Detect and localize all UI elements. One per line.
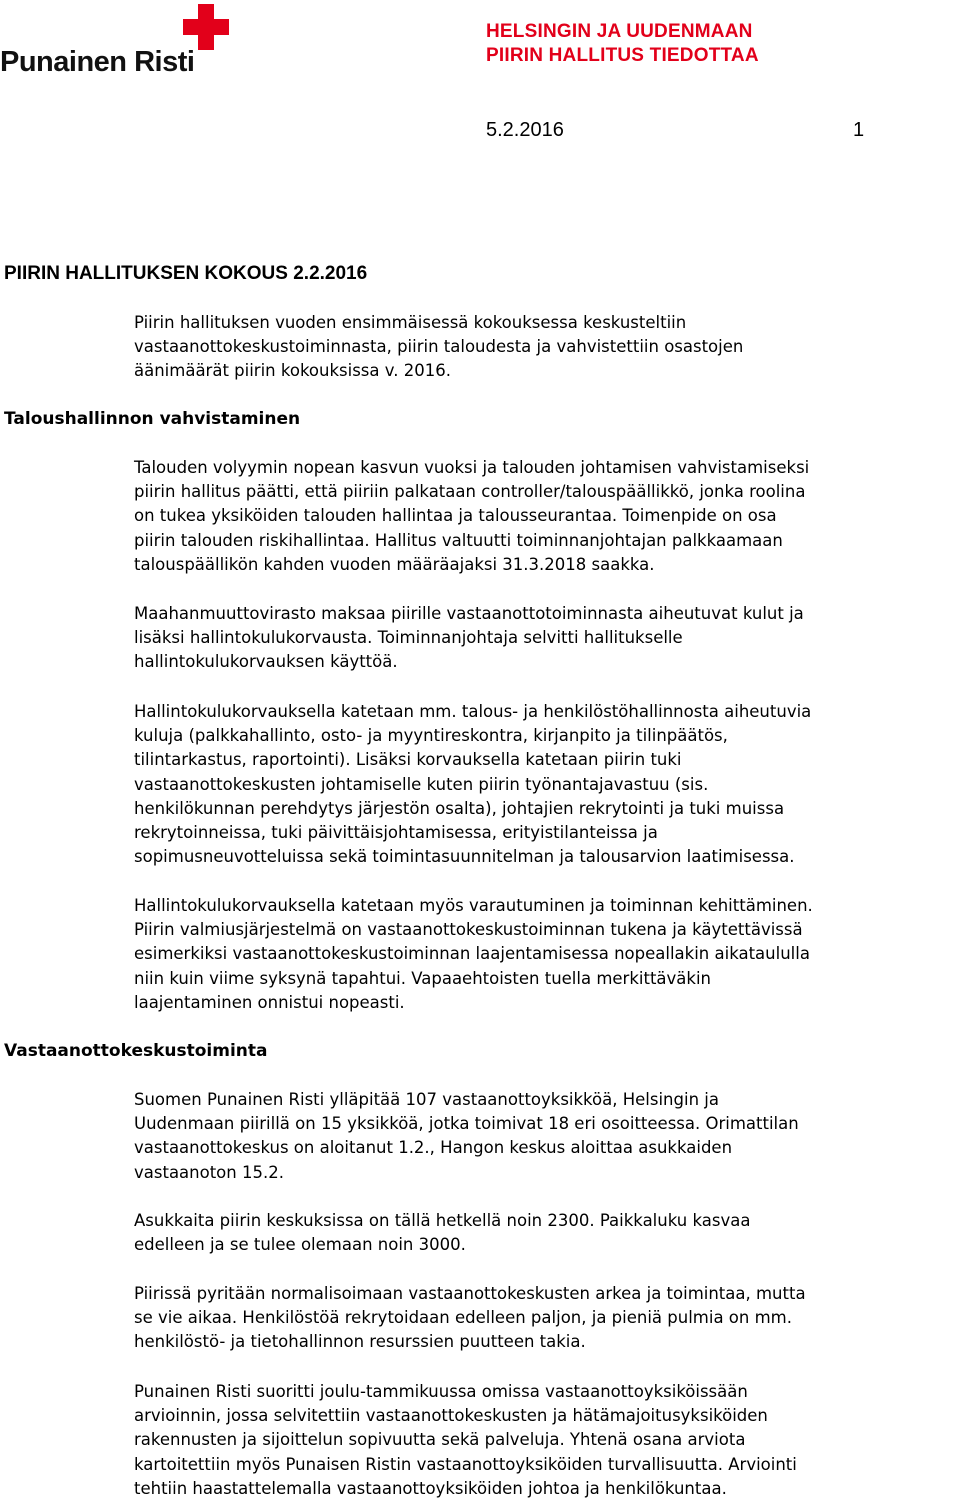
text-line: äänimäärät piirin kokouksissa v. 2016. xyxy=(134,361,451,381)
text-line: vastaanottokeskusten johtamiselle kuten piirin työnantajavastuu (sis. xyxy=(134,774,709,794)
header-title-line: PIIRIN HALLITUS TIEDOTTAA xyxy=(486,45,759,66)
section2-paragraph-1 xyxy=(134,1088,960,1185)
section1-paragraph-2 xyxy=(134,602,960,675)
text-line: rakennusten ja sijoittelun sopivuutta sekä palveluja. Yhtenä osana arviota xyxy=(134,1430,746,1450)
text-line: henkilöstö- ja tietohallinnon resurssien puutteen takia. xyxy=(134,1332,586,1352)
text-line: laajentaminen onnistui nopeasti. xyxy=(134,992,405,1012)
section1-paragraph-4 xyxy=(134,894,960,1015)
section-heading-taloushallinto: Taloushallinnon vahvistaminen xyxy=(4,409,301,429)
red-cross-icon xyxy=(183,4,229,50)
text-line: piirin hallitus päätti, että piiriin palkataan controller/talouspäällikkö, jonka roolina xyxy=(134,482,806,502)
text-line: vastaanottokeskus on aloitanut 1.2., Hangon keskus aloittaa asukkaiden xyxy=(134,1138,733,1158)
page-number: 1 xyxy=(853,119,865,141)
text-line: hallintokulukorvauksen käyttöä. xyxy=(134,652,398,672)
text-line: tehtiin haastattelemalla vastaanottoyksiköiden johtoa ja henkilökuntaa. xyxy=(134,1478,727,1498)
text-line: Piirin valmiusjärjestelmä on vastaanottokeskustoiminnan tukena ja käytettävissä xyxy=(134,920,803,940)
text-line: Piirissä pyritään normalisoimaan vastaanottokeskusten arkea ja toimintaa, mutta xyxy=(134,1284,806,1303)
text-line: Punainen Risti suoritti joulu-tammikuussa omissa vastaanottoyksiköissään xyxy=(134,1382,748,1401)
text-line: rekrytoinneissa, tuki päivittäisjohtamisessa, erityistilanteissa ja xyxy=(134,823,658,843)
text-line: piirin talouden riskihallintaa. Hallitus valtuutti toiminnanjohtajan palkkaamaan xyxy=(134,530,783,550)
header-title-line: HELSINGIN JA UUDENMAAN xyxy=(486,21,753,42)
text-line: tilintarkastus, raportointi). Lisäksi korvauksella katetaan piirin tuki xyxy=(134,750,682,770)
text-line: Suomen Punainen Risti ylläpitää 107 vastaanottoyksikköä, Helsingin ja xyxy=(134,1090,719,1109)
section2-paragraph-2 xyxy=(134,1209,960,1257)
text-line: niin kuin viime syksynä tapahtui. Vapaaehtoisten tuella merkittäväkin xyxy=(134,968,712,988)
text-line: Piirin hallituksen vuoden ensimmäisessä kokouksessa keskusteltiin xyxy=(134,313,687,332)
text-line: kuluja (palkkahallinto, osto- ja myyntireskontra, kirjanpito ja tilinpäätös, xyxy=(134,726,728,746)
intro-paragraph xyxy=(134,311,960,384)
main-heading: PIIRIN HALLITUKSEN KOKOUS 2.2.2016 xyxy=(4,263,368,284)
text-line: vastaanottokeskustoiminnasta, piirin taloudesta ja vahvistettiin osastojen xyxy=(134,337,744,357)
section1-paragraph-3 xyxy=(134,700,960,869)
text-line: on tukea yksiköiden talouden hallintaa ja talousseurantaa. Toimenpide on osa xyxy=(134,506,777,526)
section1-paragraph-1 xyxy=(134,456,960,577)
text-line: Asukkaita piirin keskuksissa on tällä hetkellä noin 2300. Paikkaluku kasvaa xyxy=(134,1211,751,1230)
text-line: talouspäällikön kahden vuoden määräajaksi 31.3.2018 saakka. xyxy=(134,554,655,574)
text-line: se vie aikaa. Henkilöstöä rekrytoidaan edelleen paljon, ja pieniä pulmia on mm. xyxy=(134,1308,792,1328)
document-date: 5.2.2016 xyxy=(486,119,564,141)
text-line: sopimusneuvotteluissa sekä toimintasuunnitelman ja talousarvion laatimisessa. xyxy=(134,847,795,867)
text-line: Uudenmaan piirillä on 15 yksikköä, jotka toimivat 18 eri osoitteessa. Orimattilan xyxy=(134,1114,799,1134)
header-title xyxy=(486,20,759,68)
text-line: Maahanmuuttovirasto maksaa piirille vastaanottotoiminnasta aiheutuvat kulut ja xyxy=(134,604,804,623)
section-heading-vastaanottokeskustoiminta: Vastaanottokeskustoiminta xyxy=(4,1041,268,1061)
logo-text: Punainen Risti xyxy=(0,46,195,78)
text-line: Hallintokulukorvauksella katetaan mm. talous- ja henkilöstöhallinnosta aiheutuvia xyxy=(134,702,812,721)
section2-paragraph-3 xyxy=(134,1282,960,1355)
text-line: vastaanoton 15.2. xyxy=(134,1162,284,1182)
text-line: lisäksi hallintokulukorvausta. Toiminnanjohtaja selvitti hallitukselle xyxy=(134,628,683,648)
text-line: edelleen ja se tulee olemaan noin 3000. xyxy=(134,1235,466,1255)
text-line: kartoitettiin myös Punaisen Ristin vastaanottoyksiköiden turvallisuutta. Arviointi xyxy=(134,1454,797,1474)
text-line: Talouden volyymin nopean kasvun vuoksi ja talouden johtamisen vahvistamiseksi xyxy=(134,458,810,477)
text-line: Hallintokulukorvauksella katetaan myös varautuminen ja toiminnan kehittäminen. xyxy=(134,896,813,915)
text-line: arvioinnin, jossa selvitettiin vastaanottokeskusten ja hätämajoitusyksiköiden xyxy=(134,1406,768,1426)
section2-paragraph-4 xyxy=(134,1380,960,1501)
text-line: esimerkiksi vastaanottokeskustoiminnan laajentamisessa nopeallakin aikataululla xyxy=(134,944,810,964)
text-line: henkilökunnan perehdytys järjestön osalta), johtajien rekrytointi ja tuki muissa xyxy=(134,798,785,818)
